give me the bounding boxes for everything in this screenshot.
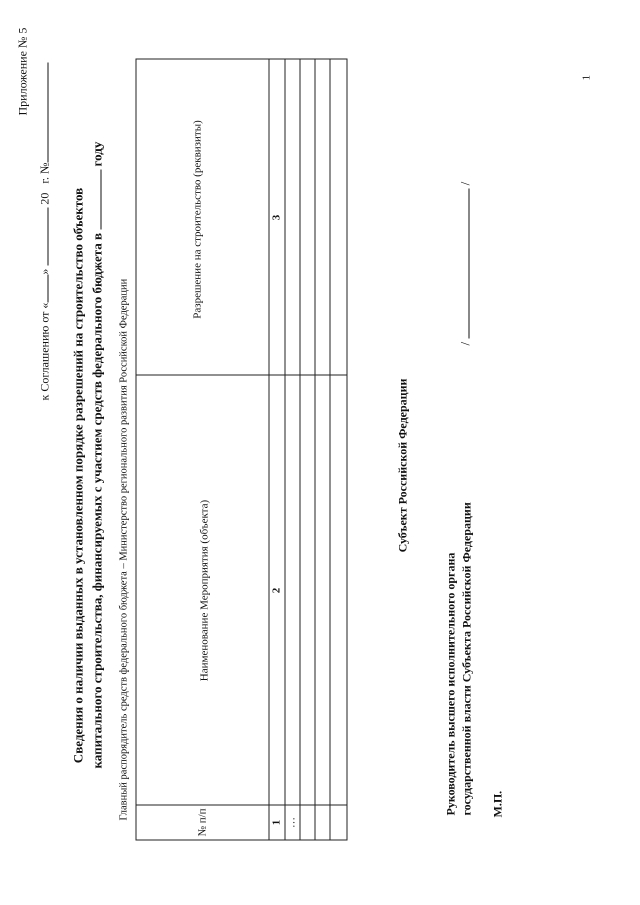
head-official-line-2: государственной власти Субъекта Российской Федерации xyxy=(459,501,473,815)
column-number-3: 3 xyxy=(270,214,282,220)
agreement-number-blank xyxy=(35,62,48,162)
header-object-name: Наименование Мероприятия (объекта) xyxy=(198,499,210,681)
signature-slash-1: / xyxy=(457,341,472,345)
agreement-day-blank xyxy=(35,274,48,302)
column-number-2: 2 xyxy=(270,587,282,593)
table-row: … xyxy=(285,816,297,828)
title-line-2 xyxy=(88,141,105,768)
signature-blank xyxy=(456,188,469,338)
header-row-divider xyxy=(268,59,269,839)
page-number: 1 xyxy=(580,74,592,80)
agreement-year: 20 xyxy=(37,192,51,205)
budget-manager-subtitle: Главный распорядитель средств федерального бюджета – Министерство регионального развития Российской Федерации xyxy=(118,278,129,820)
agreement-prefix: к Соглашению от « xyxy=(37,302,51,400)
signature-slash-2: / xyxy=(457,181,472,185)
row-divider-1 xyxy=(299,59,300,839)
row-divider-3 xyxy=(329,59,330,839)
agreement-month-blank xyxy=(35,207,48,265)
signature-block xyxy=(456,181,473,345)
row-divider-2 xyxy=(314,59,315,839)
number-row-divider xyxy=(284,59,285,839)
title-line-1: Сведения о наличии выданных в установленном порядке разрешений на строительство объектов xyxy=(70,187,85,763)
agreement-suffix: г. № xyxy=(37,162,51,184)
permits-table xyxy=(135,58,347,840)
head-official-line-1: Руководитель высшего исполнительного органа xyxy=(443,552,457,815)
seal-placeholder: М.П. xyxy=(490,790,504,817)
column-number-1: 1 xyxy=(270,819,282,825)
subject-label: Субъект Российской Федерации xyxy=(395,378,409,552)
agreement-reference xyxy=(35,62,52,400)
appendix-label: Приложение № 5 xyxy=(15,27,29,115)
header-number: № п/п xyxy=(196,807,208,837)
title-year-word: году xyxy=(89,141,104,166)
title-year-blank xyxy=(88,169,101,229)
title-line-2-text: капитального строительства, финансируемых с участием средств федерального бюджета в xyxy=(89,232,104,768)
header-permit: Разрешение на строительство (реквизиты) xyxy=(191,119,203,319)
agreement-mid: » xyxy=(37,268,51,275)
